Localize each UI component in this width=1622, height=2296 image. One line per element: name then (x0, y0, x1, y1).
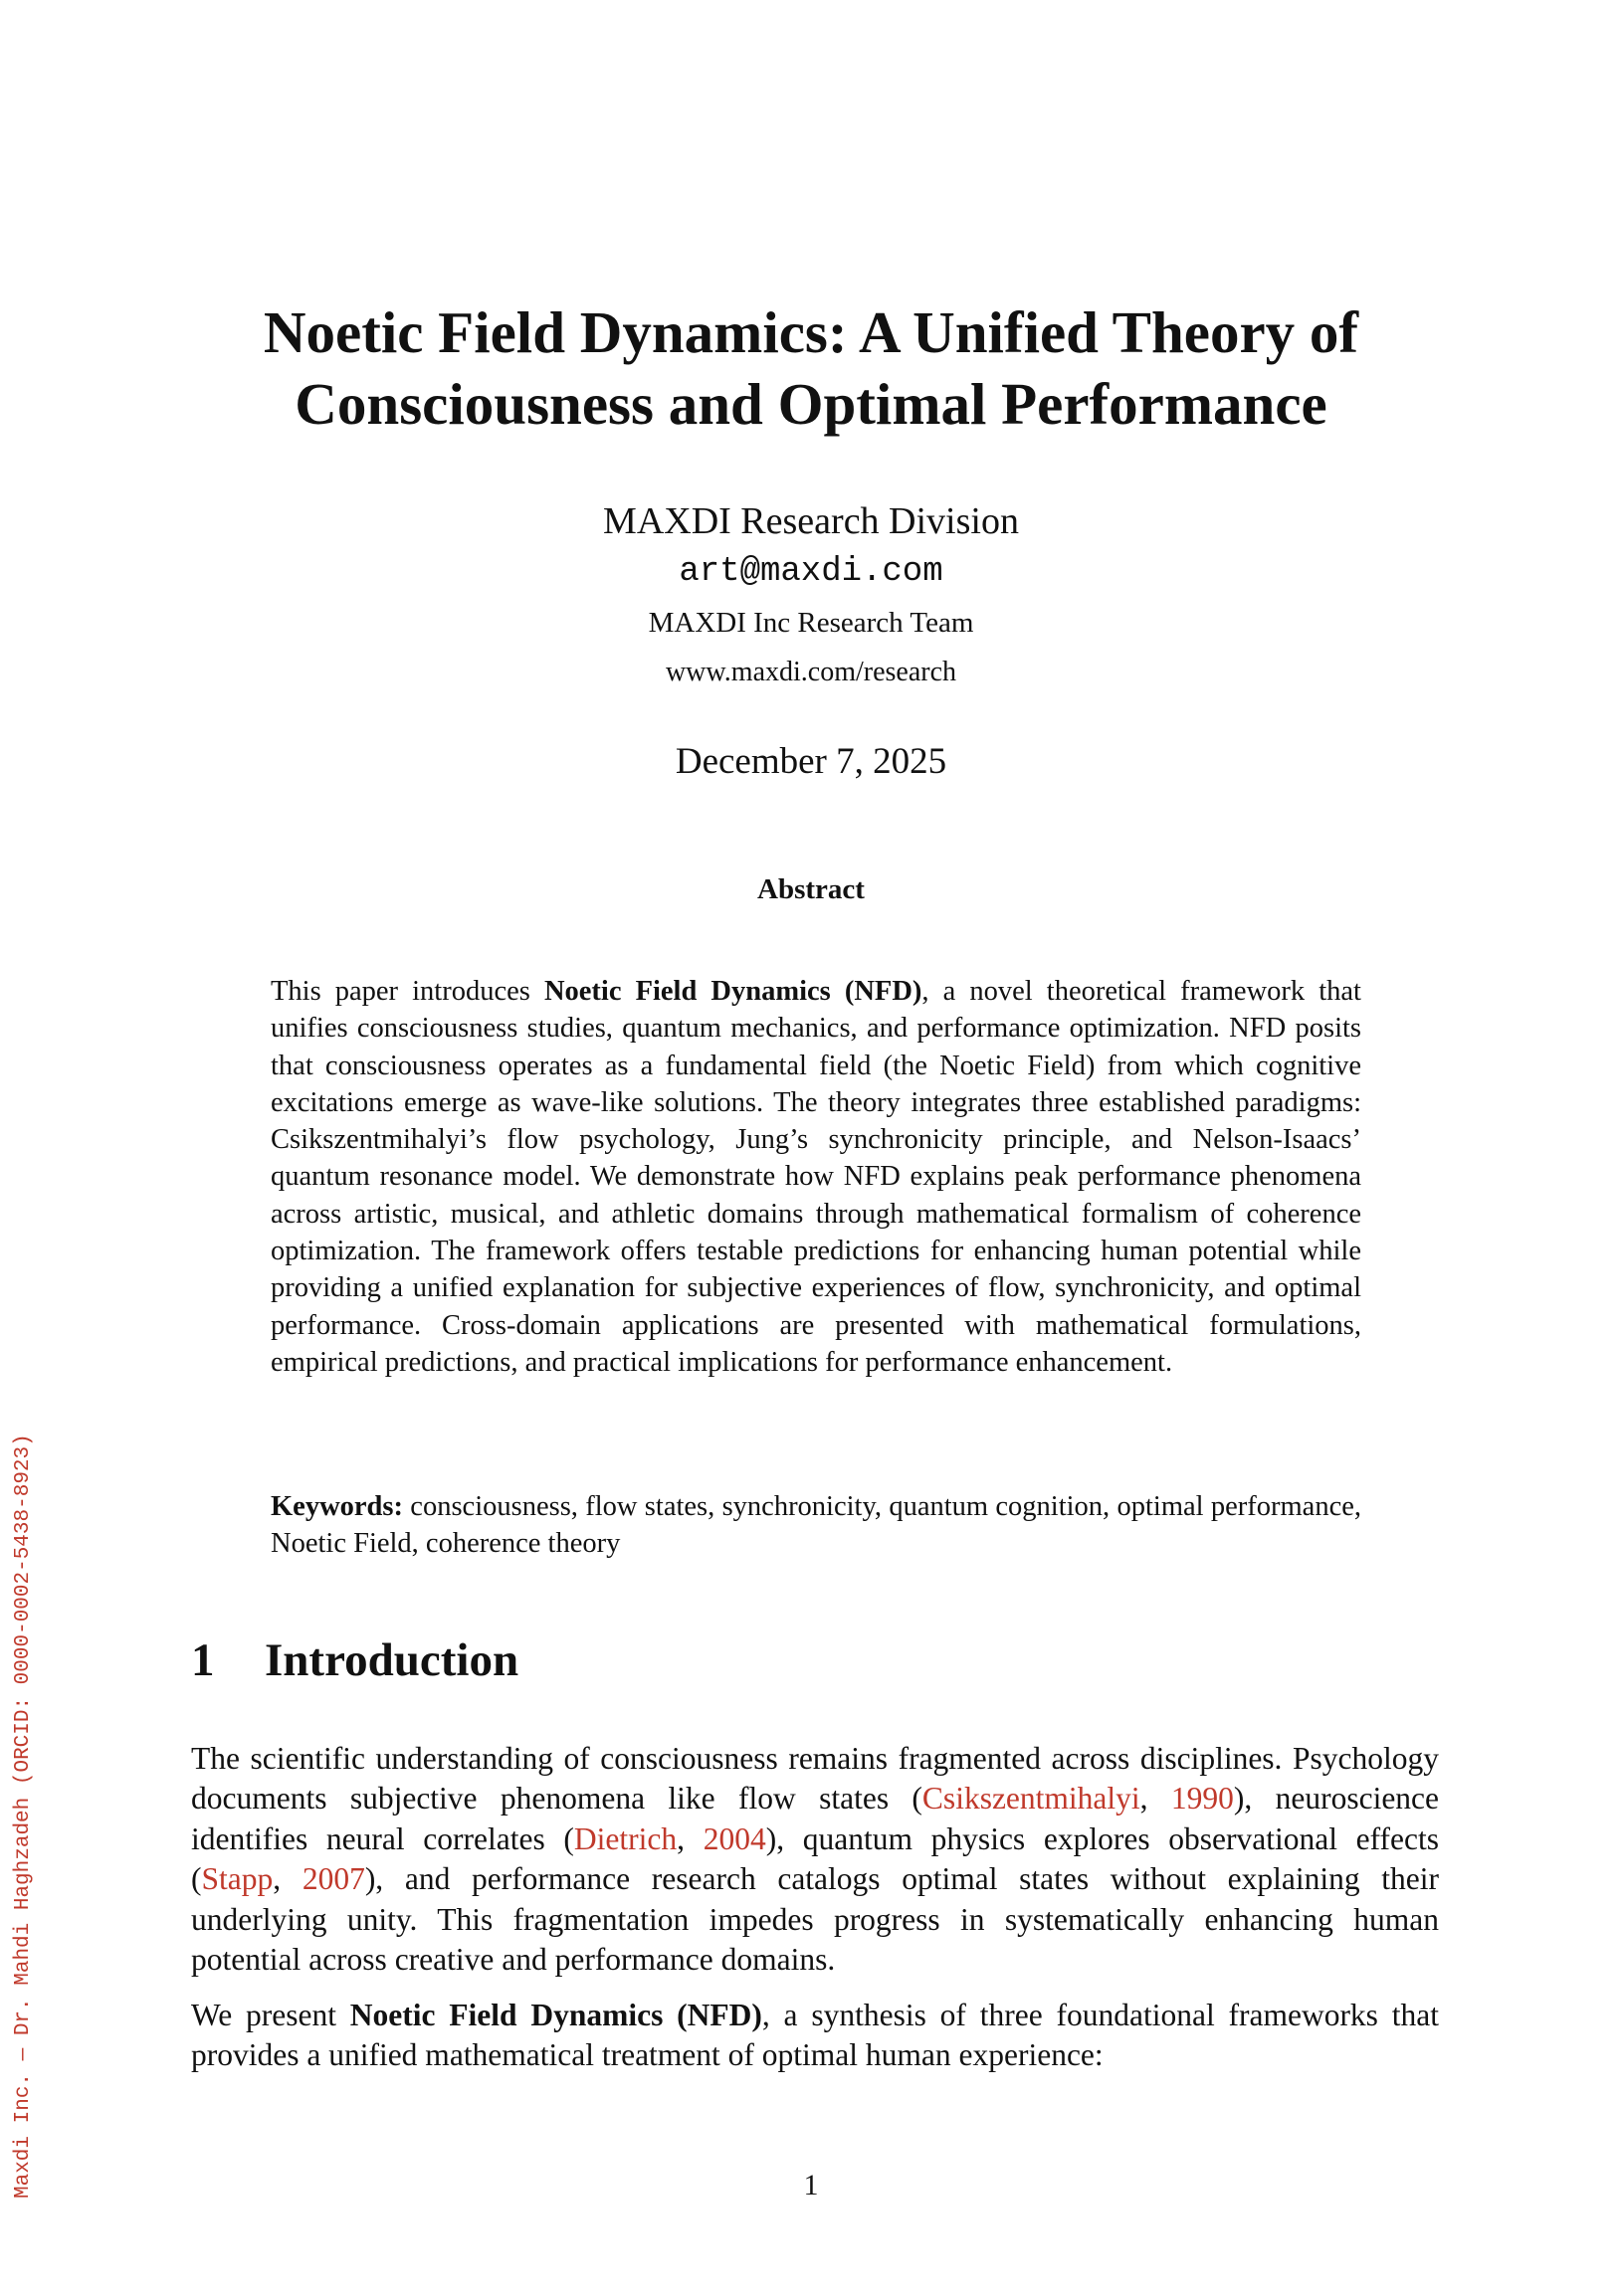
section-number: 1 (191, 1634, 215, 1686)
author-email[interactable]: art@maxdi.com (679, 553, 943, 591)
abstract-term: Noetic Field Dynamics (NFD) (543, 976, 922, 1007)
page-number: 1 (803, 2169, 819, 2201)
citation-link[interactable]: Stapp (201, 1861, 274, 1897)
keywords (271, 1488, 1361, 1563)
paper-title: Noetic Field Dynamics: A Unified Theory of Consciousness and Optimal Performance (263, 299, 1359, 437)
author-name: MAXDI Research Division (603, 500, 1019, 542)
abstract-heading: Abstract (757, 873, 865, 905)
citation-link[interactable]: Csikszentmihalyi (921, 1781, 1140, 1817)
citation-separator: , (677, 1820, 704, 1856)
p1-text-4: ), and performance research catalogs optimal states without explaining their underlying unity. This fragmentation impedes progress in systematically enhancing human potential across creative and performance domains. (191, 1861, 1440, 1978)
author-url[interactable]: www.maxdi.com/research (665, 657, 957, 687)
abstract-text: , a novel theoretical framework that unifies consciousness studies, quantum mechanics, and performance optimization. NFD posits that consciousness operates as a fundamental field (the Noetic Field) from which cognitive excitations emerge as wave-like solutions. The theory integrates three established paradigms: Csikszentmihalyi’s flow psychology, Jung’s synchronicity principle, and Nelson-Isaacs’ quantum resonance model. We demonstrate how NFD explains peak performance phenomena across artistic, musical, and athletic domains through mathematical formalism of coherence optimization. The framework offers testable predictions for enhancing human potential while providing a unified explanation for subjective experiences of flow, synchronicity, and optimal performance. Cross-domain applications are presented with mathematical formulations, empirical predictions, and practical implications for performance enhancement. (271, 976, 1361, 1378)
p1-text-2: ), neuroscience identifies neural correlates ( (191, 1781, 1440, 1856)
paper-date: December 7, 2025 (675, 741, 947, 782)
section-heading-introduction (191, 1633, 518, 1687)
section-title: Introduction (265, 1634, 519, 1686)
side-watermark-stamp: Maxdi Inc. — Dr. Mahdi Haghzadeh (ORCID: 0000-0002-5438-8923) (12, 1434, 35, 2199)
p1-text-1: The scientific understanding of consciousness remains fragmented across disciplines. Psychology documents subjective phenomena like flow states ( (191, 1741, 1439, 1817)
citation-link[interactable]: Dietrich (573, 1820, 678, 1856)
citation-separator: , (1139, 1781, 1171, 1817)
citation-year-link[interactable]: 2007 (302, 1861, 365, 1897)
intro-paragraph-1 (191, 1739, 1439, 1980)
p2-text-2: , a synthesis of three foundational frameworks that provides a unified mathematical treatment of optimal human experience: (191, 1998, 1439, 2073)
keywords-label: Keywords: (271, 1491, 403, 1522)
keywords-text: consciousness, flow states, synchronicity, quantum cognition, optimal performance, Noetic Field, coherence theory (271, 1491, 1361, 1560)
p2-term: Noetic Field Dynamics (NFD) (349, 1998, 762, 2032)
citation-separator: , (273, 1861, 303, 1897)
abstract-body (271, 973, 1361, 1381)
p1-text-3: ), quantum physics explores observational effects ( (191, 1820, 1440, 1897)
intro-paragraph-2 (191, 1996, 1439, 2076)
citation-year-link[interactable]: 2004 (703, 1820, 766, 1856)
p2-text-1: We present (191, 1998, 350, 2032)
author-affiliation: MAXDI Inc Research Team (648, 607, 974, 639)
abstract-intro: This paper introduces (271, 976, 544, 1007)
citation-year-link[interactable]: 1990 (1170, 1781, 1234, 1817)
